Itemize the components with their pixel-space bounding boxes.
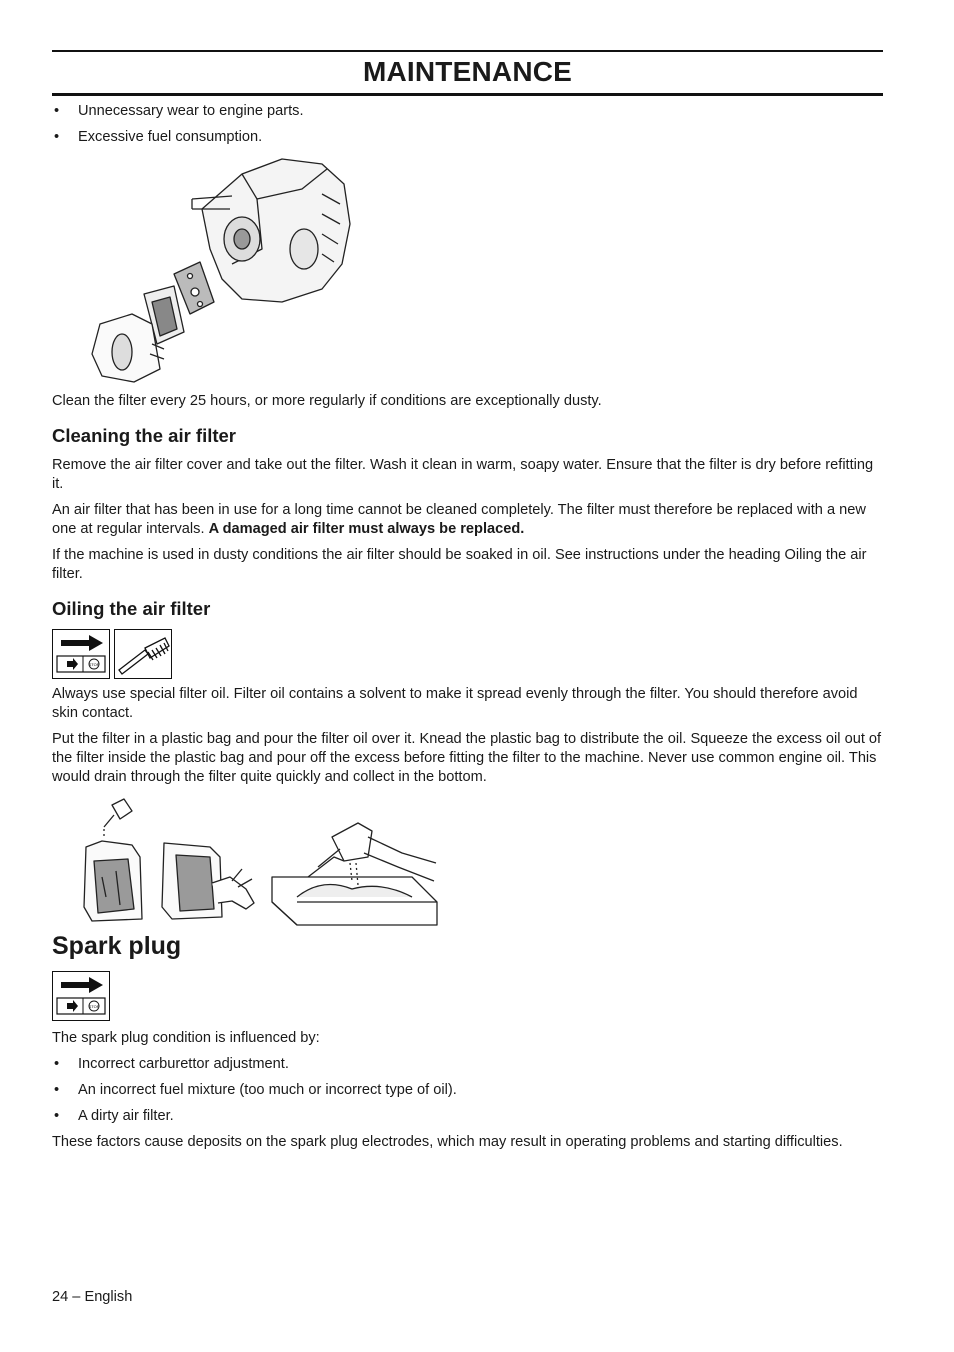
section-heading-cleaning: Cleaning the air filter — [52, 425, 237, 446]
paragraph: Remove the air filter cover and take out the filter. Wash it clean in warm, soapy water. Ensure that the filter is dry before refitting it. — [52, 457, 874, 492]
brush-icon — [114, 629, 172, 679]
svg-text:STOP: STOP — [88, 662, 100, 667]
spark-bullet-list — [52, 1055, 882, 1126]
paragraph: If the machine is used in dusty conditions the air filter should be soaked in oil. See instructions under the heading Oiling the air filter. — [52, 547, 867, 582]
paragraph: These factors cause deposits on the spark plug electrodes, which may result in operating problems and starting difficulties. — [52, 1134, 843, 1150]
oiling-icon-row — [52, 629, 882, 679]
svg-text:STOP: STOP — [88, 1004, 100, 1009]
paragraph-text: An air filter that has been in use for a long time cannot be cleaned completely. The filter must therefore be replaced with a new one at regular intervals. — [52, 502, 866, 537]
paragraph: Put the filter in a plastic bag and pour the filter oil over it. Knead the plastic bag to distribute the oil. Squeeze the excess oil out of the filter inside the plastic bag and pour off the excess before fitting the filter to the machine. Never use common engine oil. This would drain through the filter quite quickly and collect in the bottom. — [52, 731, 882, 785]
section-heading-oiling: Oiling the air filter — [52, 598, 211, 619]
paragraph: The spark plug condition is influenced by: — [52, 1030, 320, 1046]
stop-engine-icon — [52, 629, 110, 679]
list-item: • Incorrect carburettor adjustment. — [52, 1055, 882, 1074]
paragraph: Always use special filter oil. Filter oil contains a solvent to make it spread evenly through the filter. You should therefore avoid skin contact. — [52, 686, 858, 721]
page-title: MAINTENANCE — [362, 56, 573, 87]
list-item: • Unnecessary wear to engine parts. — [52, 102, 882, 121]
list-item: • Excessive fuel consumption. — [52, 128, 882, 147]
warning-text: A damaged air filter must always be replaced. — [208, 521, 525, 537]
header-rule-top — [52, 50, 883, 52]
list-item: • An incorrect fuel mixture (too much or incorrect type of oil). — [52, 1081, 882, 1100]
page-content — [52, 102, 882, 1159]
intro-bullet-list — [52, 102, 882, 147]
stop-engine-icon — [52, 971, 110, 1021]
oiling-steps-illustration — [82, 797, 882, 927]
air-filter-illustration — [82, 154, 882, 386]
section-heading-spark-plug: Spark plug — [52, 932, 182, 960]
spark-icon-row — [52, 971, 882, 1021]
page-footer: 24 – English — [52, 1289, 133, 1305]
paragraph — [52, 501, 882, 539]
header-rule-bottom — [52, 93, 883, 96]
list-item: • A dirty air filter. — [52, 1107, 882, 1126]
filter-interval-text: Clean the filter every 25 hours, or more regularly if conditions are exceptionally dusty. — [52, 393, 602, 409]
